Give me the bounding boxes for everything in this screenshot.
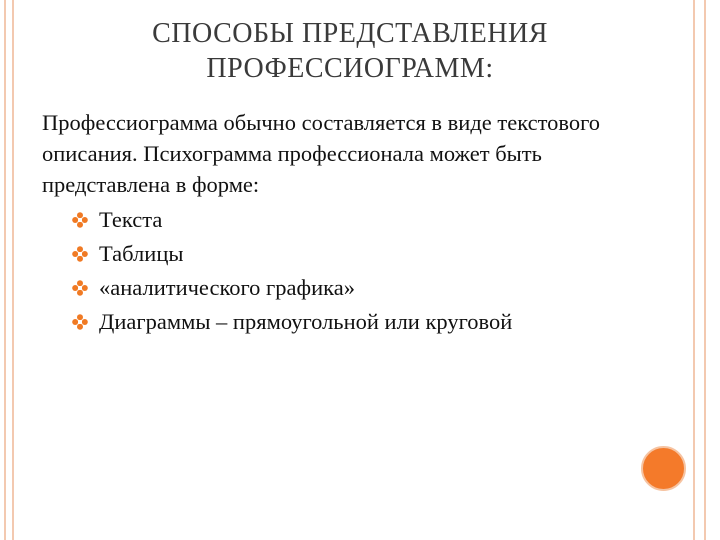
list-item [42,203,602,237]
orange-circle-decoration [641,446,686,491]
bullet-list [42,203,602,339]
flower-bullet-icon [72,212,88,228]
flower-bullet-icon [72,314,88,330]
left-border-line-inner [12,0,14,540]
flower-bullet-icon [72,280,88,296]
flower-bullet-icon [72,246,88,262]
right-border-line-outer [704,0,706,540]
bullet-text: Диаграммы – прямоугольной или круговой [99,309,513,334]
right-border-line-inner [693,0,695,540]
list-item [42,305,602,339]
bullet-text: Таблицы [99,241,184,266]
slide-title: СПОСОБЫ ПРЕДСТАВЛЕНИЯ ПРОФЕССИОГРАММ: [152,18,548,84]
intro-paragraph: Профессиограмма обычно составляется в виде текстового описания. Психограмма профессионала может быть представлена в форме: [42,110,600,197]
list-item [42,271,602,305]
bullet-text: «аналитического графика» [99,275,355,300]
list-item [42,237,602,271]
slide-body [42,107,602,339]
left-border-line-outer [4,0,6,540]
bullet-text: Текста [99,207,163,232]
